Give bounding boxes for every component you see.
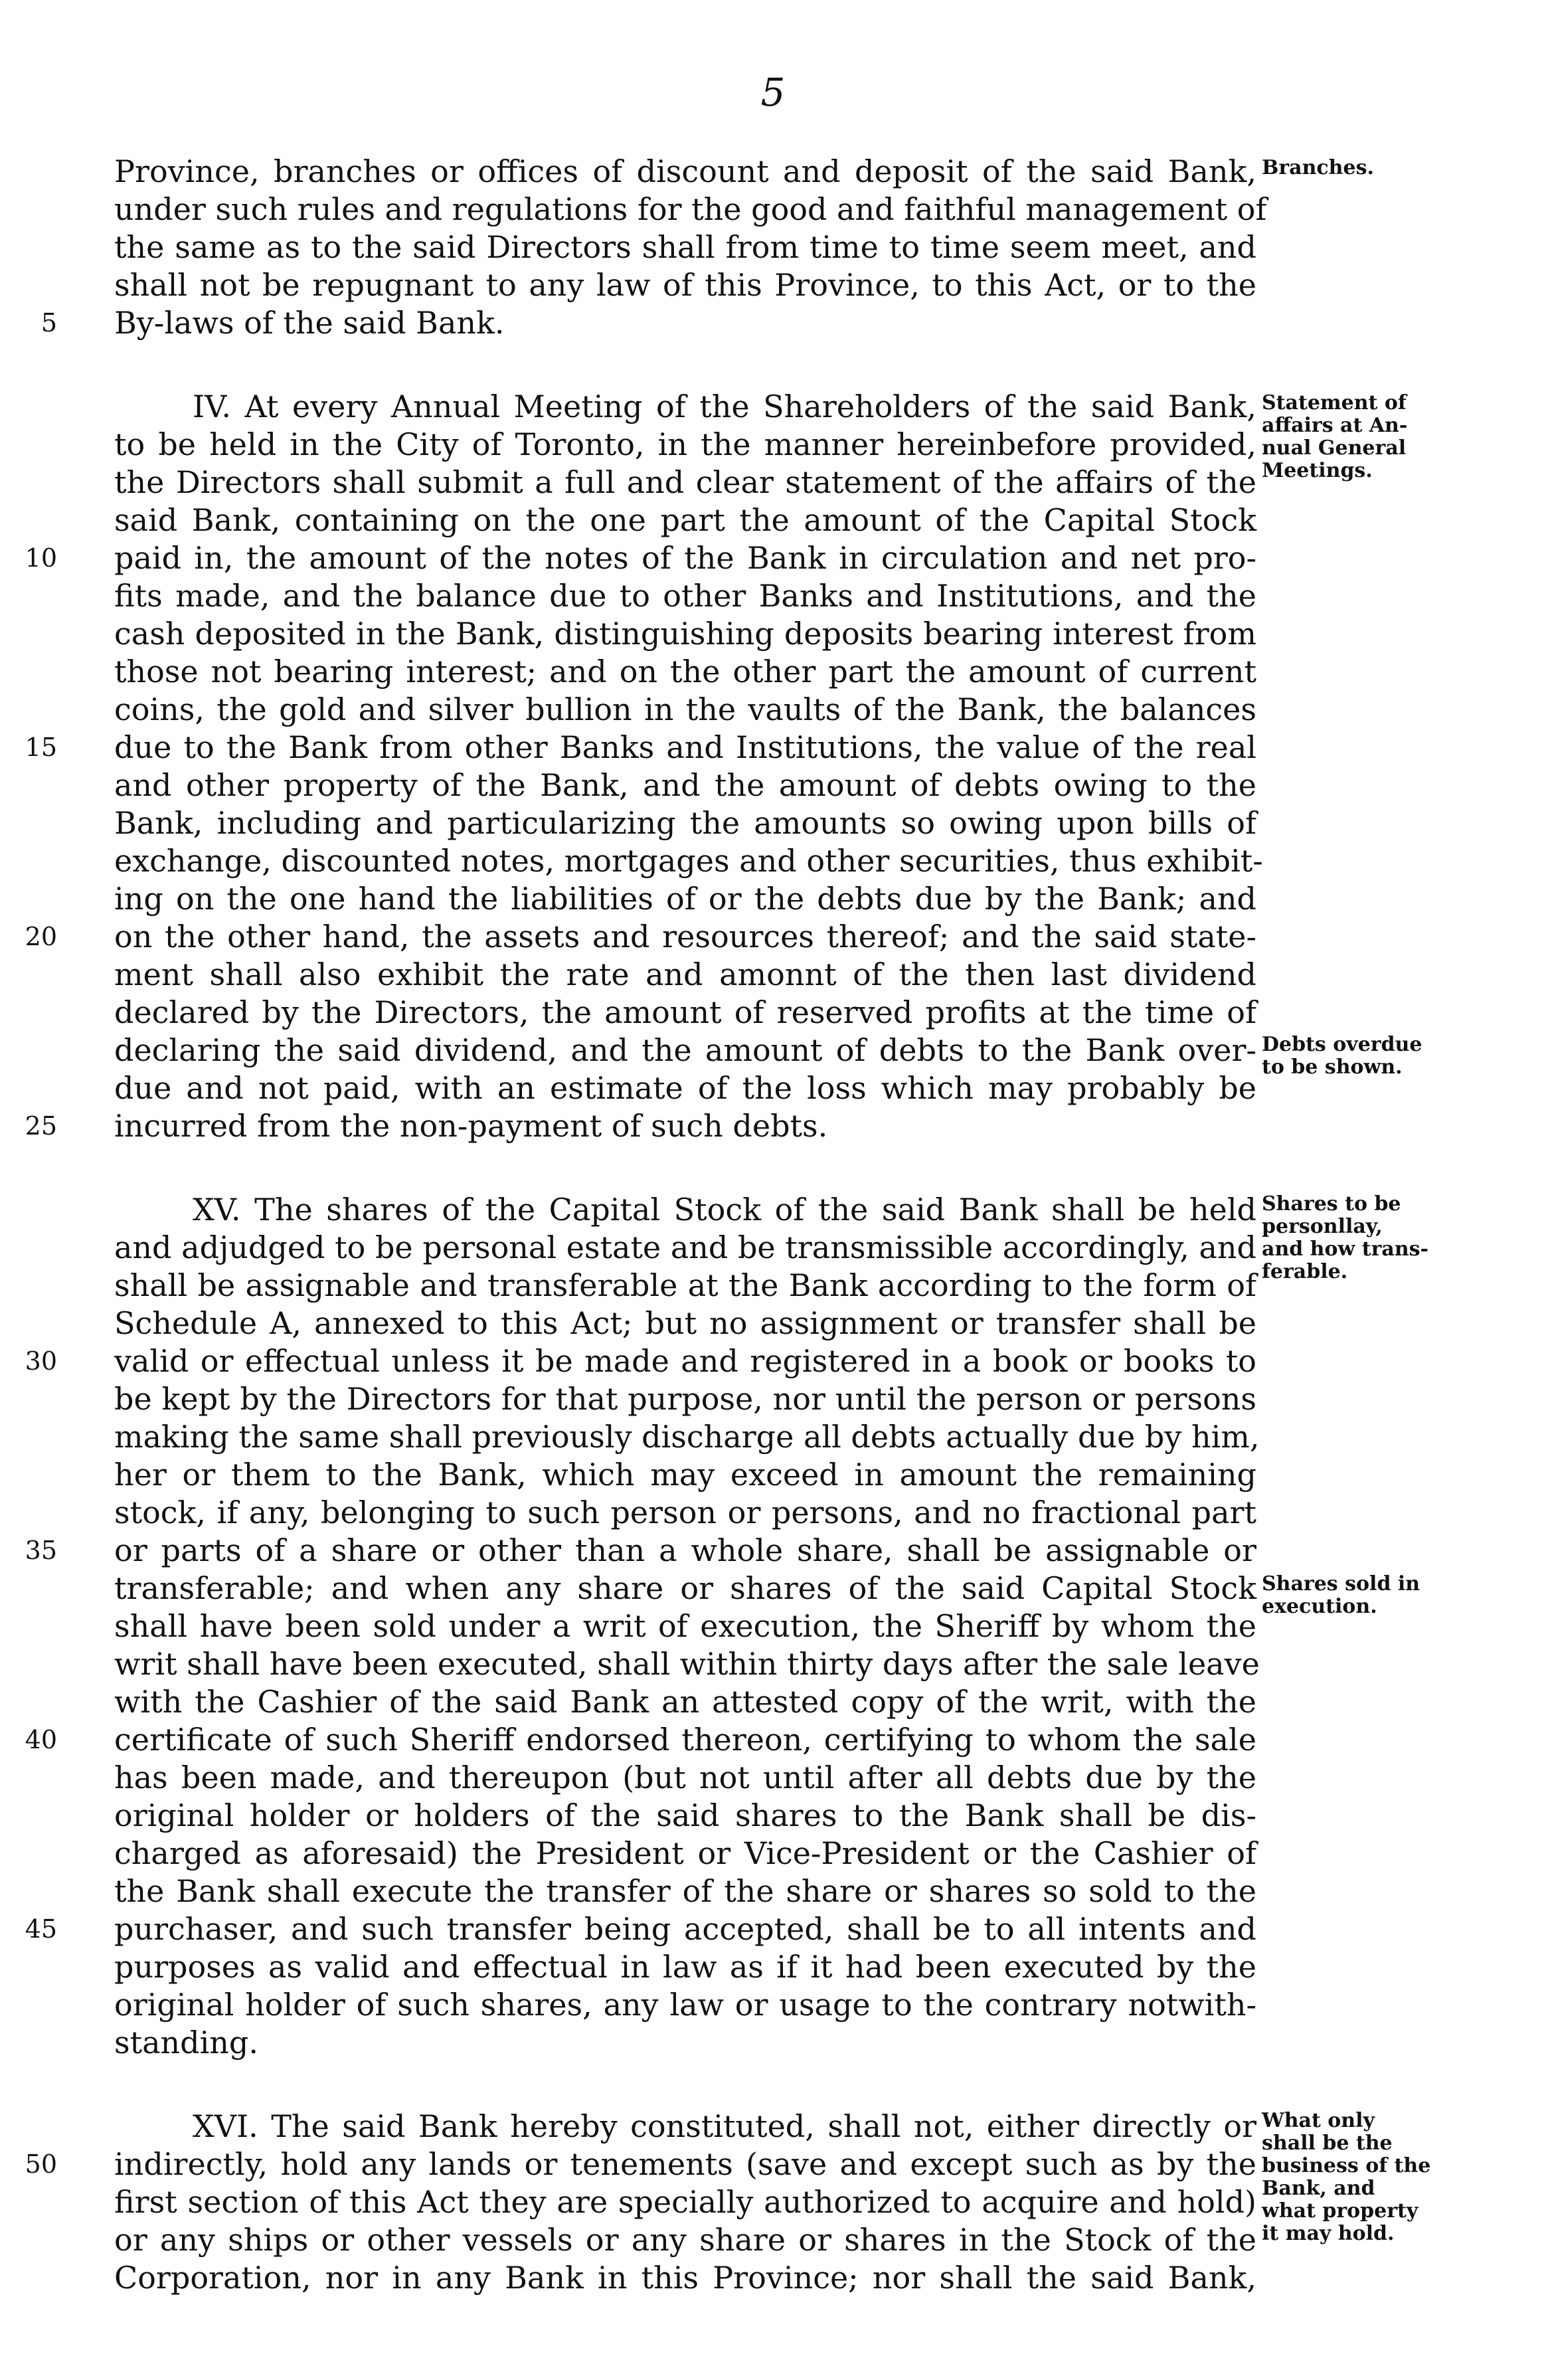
text-line: to be held in the City of Toronto, in the manner hereinbefore provided, [114, 426, 1256, 462]
note-shares-sold: Shares sold in execution. [1262, 1572, 1420, 1618]
note-branches: Branches. [1262, 156, 1374, 179]
text-line: XVI. The said Bank hereby constituted, shall not, either directly or [193, 2108, 1256, 2144]
text-line: making the same shall previously discharge all debts actually due by him, [114, 1419, 1260, 1455]
note-debts-overdue: Debts overdue to be shown. [1262, 1033, 1422, 1079]
line-number: 15 [25, 733, 57, 762]
text-line: and adjudged to be personal estate and be transmissible accordingly, and [114, 1230, 1256, 1265]
text-line: standing. [114, 2025, 258, 2060]
text-line: purchaser, and such transfer being accepted, shall be to all intents and [114, 1911, 1256, 1947]
text-line: ing on the one hand the liabilities of or the debts due by the Bank; and [114, 881, 1256, 917]
line-number: 25 [25, 1111, 57, 1141]
text-line: due to the Bank from other Banks and Institutions, the value of the real [114, 729, 1256, 765]
text-line: valid or effectual unless it be made and registered in a book or books to [114, 1343, 1256, 1379]
text-line: and other property of the Bank, and the amount of debts owing to the [114, 767, 1256, 803]
text-line: be kept by the Directors for that purpose, nor until the person or persons [114, 1381, 1256, 1417]
text-line: the Bank shall execute the transfer of the share or shares so sold to the [114, 1873, 1256, 1909]
text-line: original holder or holders of the said shares to the Bank shall be dis- [114, 1797, 1256, 1833]
text-line: stock, if any, belonging to such person or persons, and no fractional part [114, 1495, 1256, 1530]
text-line: or any ships or other vessels or any share or shares in the Stock of the [114, 2222, 1256, 2258]
line-number: 40 [25, 1725, 57, 1754]
text-line: Corporation, nor in any Bank in this Province; nor shall the said Bank, [114, 2260, 1256, 2296]
text-line: or parts of a share or other than a whole share, shall be assignable or [114, 1532, 1256, 1568]
text-line: shall be assignable and transferable at the Bank according to the form of [114, 1267, 1256, 1303]
text-line: ment shall also exhibit the rate and amonnt of the then last dividend [114, 957, 1256, 992]
text-line: transferable; and when any share or shares of the said Capital Stock [114, 1570, 1256, 1606]
text-line: coins, the gold and silver bullion in the vaults of the Bank, the balances [114, 691, 1256, 727]
text-line: paid in, the amount of the notes of the Bank in circulation and net pro- [114, 540, 1256, 576]
text-line: her or them to the Bank, which may exceed in amount the remaining [114, 1457, 1256, 1493]
text-line: By-laws of the said Bank. [114, 305, 505, 341]
line-number: 50 [25, 2150, 57, 2179]
text-line: under such rules and regulations for the good and faithful management of [114, 191, 1267, 227]
text-line: XV. The shares of the Capital Stock of the said Bank shall be held [193, 1192, 1256, 1228]
text-line: declaring the said dividend, and the amount of debts to the Bank over- [114, 1032, 1256, 1068]
text-line: Bank, including and particularizing the amounts so owing upon bills of [114, 805, 1256, 841]
text-line: those not bearing interest; and on the other part the amount of current [114, 654, 1256, 689]
text-line: certificate of such Sheriff endorsed thereon, certifying to whom the sale [114, 1722, 1256, 1758]
line-number: 30 [25, 1346, 57, 1376]
text-line: incurred from the non-payment of such debts. [114, 1108, 828, 1144]
text-line: writ shall have been executed, shall within thirty days after the sale leave [114, 1646, 1260, 1682]
text-line: charged as aforesaid) the President or Vice-President or the Cashier of [114, 1835, 1256, 1871]
note-shares-personalty: Shares to be personllay, and how trans- ferable. [1262, 1192, 1429, 1283]
note-statement: Statement of affairs at An- nual General Meetings. [1262, 391, 1408, 482]
text-line: indirectly, hold any lands or tenements (save and except such as by the [114, 2146, 1256, 2182]
text-line: declared by the Directors, the amount of reserved profits at the time of [114, 994, 1256, 1030]
text-line: has been made, and thereupon (but not until after all debts due by the [114, 1760, 1256, 1795]
line-number: 35 [25, 1536, 57, 1565]
text-line: Province, branches or offices of discount and deposit of the said Bank, [114, 153, 1256, 189]
text-line: the Directors shall submit a full and clear statement of the affairs of the [114, 464, 1256, 500]
text-line: original holder of such shares, any law or usage to the contrary notwith- [114, 1987, 1256, 2023]
line-number: 10 [25, 543, 57, 573]
text-line: exchange, discounted notes, mortgages and other securities, thus exhibit- [114, 843, 1263, 879]
text-line: fits made, and the balance due to other Banks and Institutions, and the [114, 578, 1256, 614]
page-number: 5 [760, 70, 786, 115]
text-line: purposes as valid and effectual in law as if it had been executed by the [114, 1949, 1256, 1985]
line-number: 45 [25, 1914, 57, 1944]
note-what-only: What only shall be the business of the Bank, and what property it may hold. [1262, 2109, 1431, 2245]
text-line: due and not paid, with an estimate of the loss which may probably be [114, 1070, 1256, 1106]
text-line: first section of this Act they are specially authorized to acquire and hold) [114, 2184, 1256, 2220]
line-number: 20 [25, 922, 57, 951]
text-line: with the Cashier of the said Bank an attested copy of the writ, with the [114, 1684, 1256, 1720]
text-line: said Bank, containing on the one part the amount of the Capital Stock [114, 502, 1256, 538]
text-line: IV. At every Annual Meeting of the Shareholders of the said Bank, [193, 389, 1256, 424]
text-line: on the other hand, the assets and resources thereof; and the said state- [114, 919, 1256, 955]
line-number: 5 [41, 308, 57, 337]
text-line: Schedule A, annexed to this Act; but no assignment or transfer shall be [114, 1305, 1256, 1341]
text-line: cash deposited in the Bank, distinguishing deposits bearing interest from [114, 616, 1256, 652]
text-line: shall not be repugnant to any law of this Province, to this Act, or to the [114, 267, 1256, 303]
text-line: the same as to the said Directors shall from time to time seem meet, and [114, 229, 1256, 265]
text-line: shall have been sold under a writ of execution, the Sheriff by whom the [114, 1608, 1256, 1644]
